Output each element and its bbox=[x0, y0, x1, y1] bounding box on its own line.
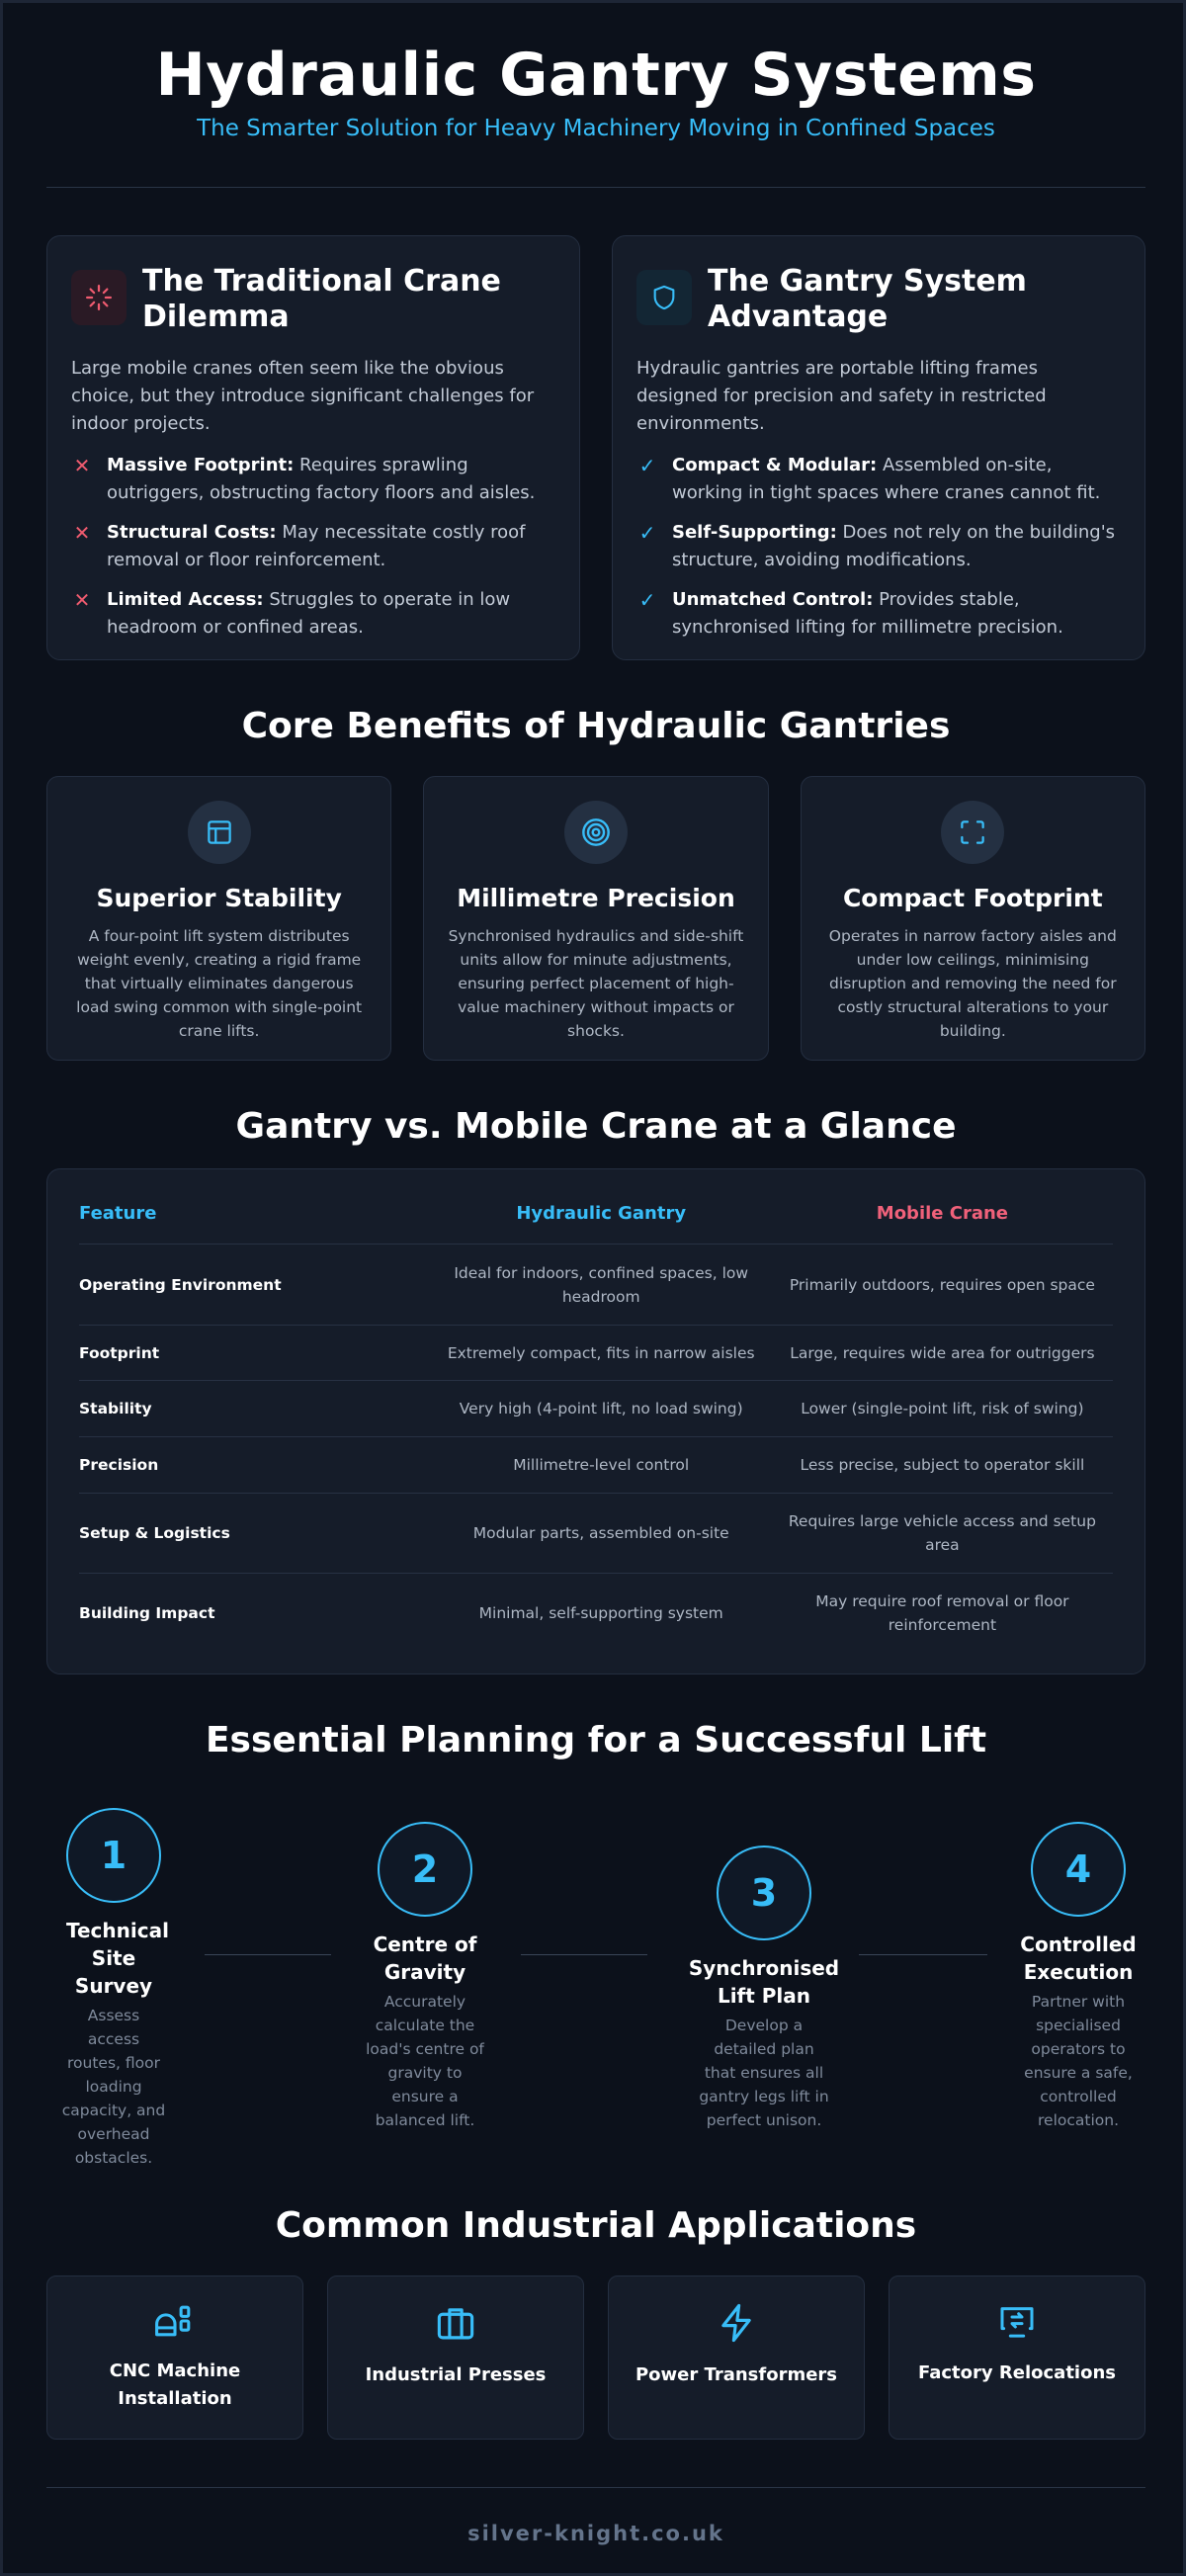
table-cell-crane: Large, requires wide area for outriggers bbox=[772, 1326, 1113, 1381]
point-detail: Assembled on-site, working in tight spaces where cranes cannot fit. bbox=[672, 455, 1101, 503]
table-cell-feature: Setup & Logistics bbox=[79, 1494, 431, 1574]
point-label: Unmatched Control: bbox=[672, 589, 874, 610]
application-card bbox=[608, 2275, 865, 2440]
advantage-header bbox=[636, 264, 1121, 335]
benefit-text: A four-point lift system distributes weight evenly, creating a rigid frame that virtually eliminates dangerous load swing common with single-point crane lifts. bbox=[76, 927, 363, 1040]
loader-icon bbox=[71, 270, 127, 325]
point-label: Self-Supporting: bbox=[672, 522, 837, 543]
advantage-point bbox=[636, 586, 1121, 642]
table-cell-gantry: Extremely compact, fits in narrow aisles bbox=[431, 1326, 772, 1381]
benefit-card bbox=[801, 776, 1145, 1061]
page-header bbox=[46, 3, 1145, 141]
lightning-icon bbox=[609, 2302, 864, 2348]
application-label: Factory Relocations bbox=[918, 2361, 1116, 2383]
table-cell-gantry: Minimal, self-supporting system bbox=[431, 1574, 772, 1654]
application-label: CNC Machine Installation bbox=[109, 2360, 241, 2409]
application-label: Power Transformers bbox=[635, 2363, 838, 2385]
comparison-title: Gantry vs. Mobile Crane at a Glance bbox=[235, 1106, 957, 1147]
table-cell-gantry: Ideal for indoors, confined spaces, low headroom bbox=[431, 1245, 772, 1326]
cross-icon: ✕ bbox=[73, 588, 91, 612]
step-number: 3 bbox=[717, 1846, 811, 1940]
step-connector bbox=[521, 1954, 647, 1955]
dilemma-header bbox=[71, 264, 555, 335]
point-detail: Requires sprawling outriggers, obstructing factory floors and aisles. bbox=[107, 455, 536, 503]
step-text: Develop a detailed plan that ensures all gantry legs lift in perfect unison. bbox=[699, 2016, 829, 2129]
benefit-title: Superior Stability bbox=[96, 884, 342, 912]
point-label: Limited Access: bbox=[107, 589, 264, 610]
step-number: 2 bbox=[378, 1822, 472, 1917]
briefcase-icon bbox=[328, 2302, 583, 2348]
header-divider bbox=[46, 187, 1145, 188]
step-title: Controlled Execution bbox=[1020, 1932, 1137, 1984]
advantage-points bbox=[636, 452, 1121, 642]
table-row bbox=[79, 1326, 1113, 1381]
table-row bbox=[79, 1381, 1113, 1437]
cross-icon: ✕ bbox=[73, 521, 91, 545]
column-header-crane: Mobile Crane bbox=[876, 1203, 1009, 1224]
point-detail: Struggles to operate in low headroom or confined areas. bbox=[107, 589, 511, 638]
benefit-title: Millimetre Precision bbox=[457, 884, 735, 912]
table-cell-crane: Primarily outdoors, requires open space bbox=[772, 1245, 1113, 1326]
table-cell-crane: Requires large vehicle access and setup area bbox=[772, 1494, 1113, 1574]
benefit-text: Operates in narrow factory aisles and under low ceilings, minimising disruption and removing the need for costly structural alterations to your building. bbox=[828, 927, 1117, 1040]
step-connector bbox=[205, 1954, 331, 1955]
scan-icon bbox=[941, 801, 1004, 864]
advantage-title: The Gantry System Advantage bbox=[708, 264, 1027, 334]
step-number: 1 bbox=[66, 1808, 161, 1903]
advantage-point-text bbox=[672, 519, 1121, 574]
step-text: Accurately calculate the load's centre of gravity to ensure a balanced lift. bbox=[366, 1992, 484, 2129]
planning-step bbox=[685, 1846, 843, 2132]
step-title: Synchronised Lift Plan bbox=[688, 1955, 840, 2008]
table-row bbox=[79, 1574, 1113, 1654]
benefit-card bbox=[423, 776, 768, 1061]
table-cell-feature: Operating Environment bbox=[79, 1245, 431, 1326]
cross-icon: ✕ bbox=[73, 454, 91, 477]
table-cell-gantry: Very high (4-point lift, no load swing) bbox=[431, 1381, 772, 1437]
advantage-point-text bbox=[672, 452, 1121, 507]
step-title: Centre of Gravity bbox=[373, 1932, 477, 1984]
relocate-icon bbox=[890, 2302, 1144, 2346]
table-cell-gantry: Modular parts, assembled on-site bbox=[431, 1494, 772, 1574]
target-icon bbox=[564, 801, 628, 864]
comparison-cards bbox=[46, 235, 1145, 660]
step-connector bbox=[859, 1954, 987, 1955]
check-icon: ✓ bbox=[638, 521, 656, 545]
benefit-card bbox=[46, 776, 391, 1061]
table-row bbox=[79, 1245, 1113, 1326]
advantage-point bbox=[636, 452, 1121, 507]
advantage-intro: Hydraulic gantries are portable lifting frames designed for precision and safety in restricted environments. bbox=[636, 358, 1047, 434]
step-text: Assess access routes, floor loading capacity, and overhead obstacles. bbox=[61, 2006, 166, 2167]
application-card bbox=[889, 2275, 1145, 2440]
planning-step bbox=[1011, 1822, 1145, 2132]
advantage-card bbox=[612, 235, 1145, 660]
table-header-row bbox=[79, 1187, 1113, 1245]
dilemma-point bbox=[71, 519, 555, 574]
benefits-grid bbox=[46, 776, 1145, 1061]
dilemma-point-text bbox=[107, 452, 555, 507]
comparison-table bbox=[79, 1187, 1113, 1654]
dilemma-point-text bbox=[107, 519, 555, 574]
planning-step bbox=[358, 1822, 492, 2132]
application-card bbox=[327, 2275, 584, 2440]
table-cell-crane: Less precise, subject to operator skill bbox=[772, 1437, 1113, 1494]
planning-title: Essential Planning for a Successful Lift bbox=[205, 1719, 987, 1760]
applications-grid bbox=[46, 2275, 1145, 2440]
dilemma-point-text bbox=[107, 586, 555, 642]
table-cell-feature: Precision bbox=[79, 1437, 431, 1494]
dilemma-intro: Large mobile cranes often seem like the obvious choice, but they introduce significant challenges for indoor projects. bbox=[71, 358, 535, 434]
dilemma-point bbox=[71, 452, 555, 507]
machine-icon bbox=[47, 2302, 302, 2344]
planning-step bbox=[46, 1808, 181, 2170]
benefit-title: Compact Footprint bbox=[842, 884, 1103, 912]
dilemma-points bbox=[71, 452, 555, 642]
advantage-point bbox=[636, 519, 1121, 574]
footer-website[interactable]: silver-knight.co.uk bbox=[467, 2521, 724, 2545]
benefit-text: Synchronised hydraulics and side-shift units allow for minute adjustments, ensuring perfect placement of high-value machinery without impacts or shocks. bbox=[448, 927, 744, 1040]
advantage-point-text bbox=[672, 586, 1121, 642]
table-cell-feature: Building Impact bbox=[79, 1574, 431, 1654]
table-cell-feature: Footprint bbox=[79, 1326, 431, 1381]
step-title: Technical Site Survey bbox=[66, 1918, 169, 1998]
applications-title: Common Industrial Applications bbox=[275, 2204, 917, 2246]
dilemma-point bbox=[71, 586, 555, 642]
column-header-feature: Feature bbox=[79, 1203, 157, 1224]
page-content bbox=[46, 3, 1145, 2545]
table-row bbox=[79, 1494, 1113, 1574]
point-detail: May necessitate costly roof removal or floor reinforcement. bbox=[107, 522, 526, 570]
footer-divider bbox=[46, 2487, 1145, 2488]
point-detail: Does not rely on the building's structure, avoiding modifications. bbox=[672, 522, 1116, 570]
table-row bbox=[79, 1437, 1113, 1494]
shield-icon bbox=[636, 270, 692, 325]
point-label: Structural Costs: bbox=[107, 522, 277, 543]
table-cell-crane: May require roof removal or floor reinforcement bbox=[772, 1574, 1113, 1654]
application-card bbox=[46, 2275, 303, 2440]
point-label: Massive Footprint: bbox=[107, 455, 295, 475]
page-title: Hydraulic Gantry Systems bbox=[155, 41, 1037, 110]
point-detail: Provides stable, synchronised lifting for millimetre precision. bbox=[672, 589, 1063, 638]
point-label: Compact & Modular: bbox=[672, 455, 878, 475]
layout-icon bbox=[188, 801, 251, 864]
dilemma-card bbox=[46, 235, 580, 660]
step-number: 4 bbox=[1031, 1822, 1126, 1917]
check-icon: ✓ bbox=[638, 454, 656, 477]
planning-steps bbox=[46, 1808, 1145, 2166]
check-icon: ✓ bbox=[638, 588, 656, 612]
step-text: Partner with specialised operators to ensure a safe, controlled relocation. bbox=[1024, 1992, 1133, 2129]
column-header-gantry: Hydraulic Gantry bbox=[516, 1203, 687, 1224]
page-subtitle: The Smarter Solution for Heavy Machinery Moving in Confined Spaces bbox=[197, 116, 995, 141]
application-label: Industrial Presses bbox=[365, 2363, 547, 2385]
benefits-title: Core Benefits of Hydraulic Gantries bbox=[241, 706, 951, 746]
comparison-table-card bbox=[46, 1168, 1145, 1674]
table-cell-feature: Stability bbox=[79, 1381, 431, 1437]
table-cell-crane: Lower (single-point lift, risk of swing) bbox=[772, 1381, 1113, 1437]
table-cell-gantry: Millimetre-level control bbox=[431, 1437, 772, 1494]
dilemma-title: The Traditional Crane Dilemma bbox=[142, 264, 501, 334]
